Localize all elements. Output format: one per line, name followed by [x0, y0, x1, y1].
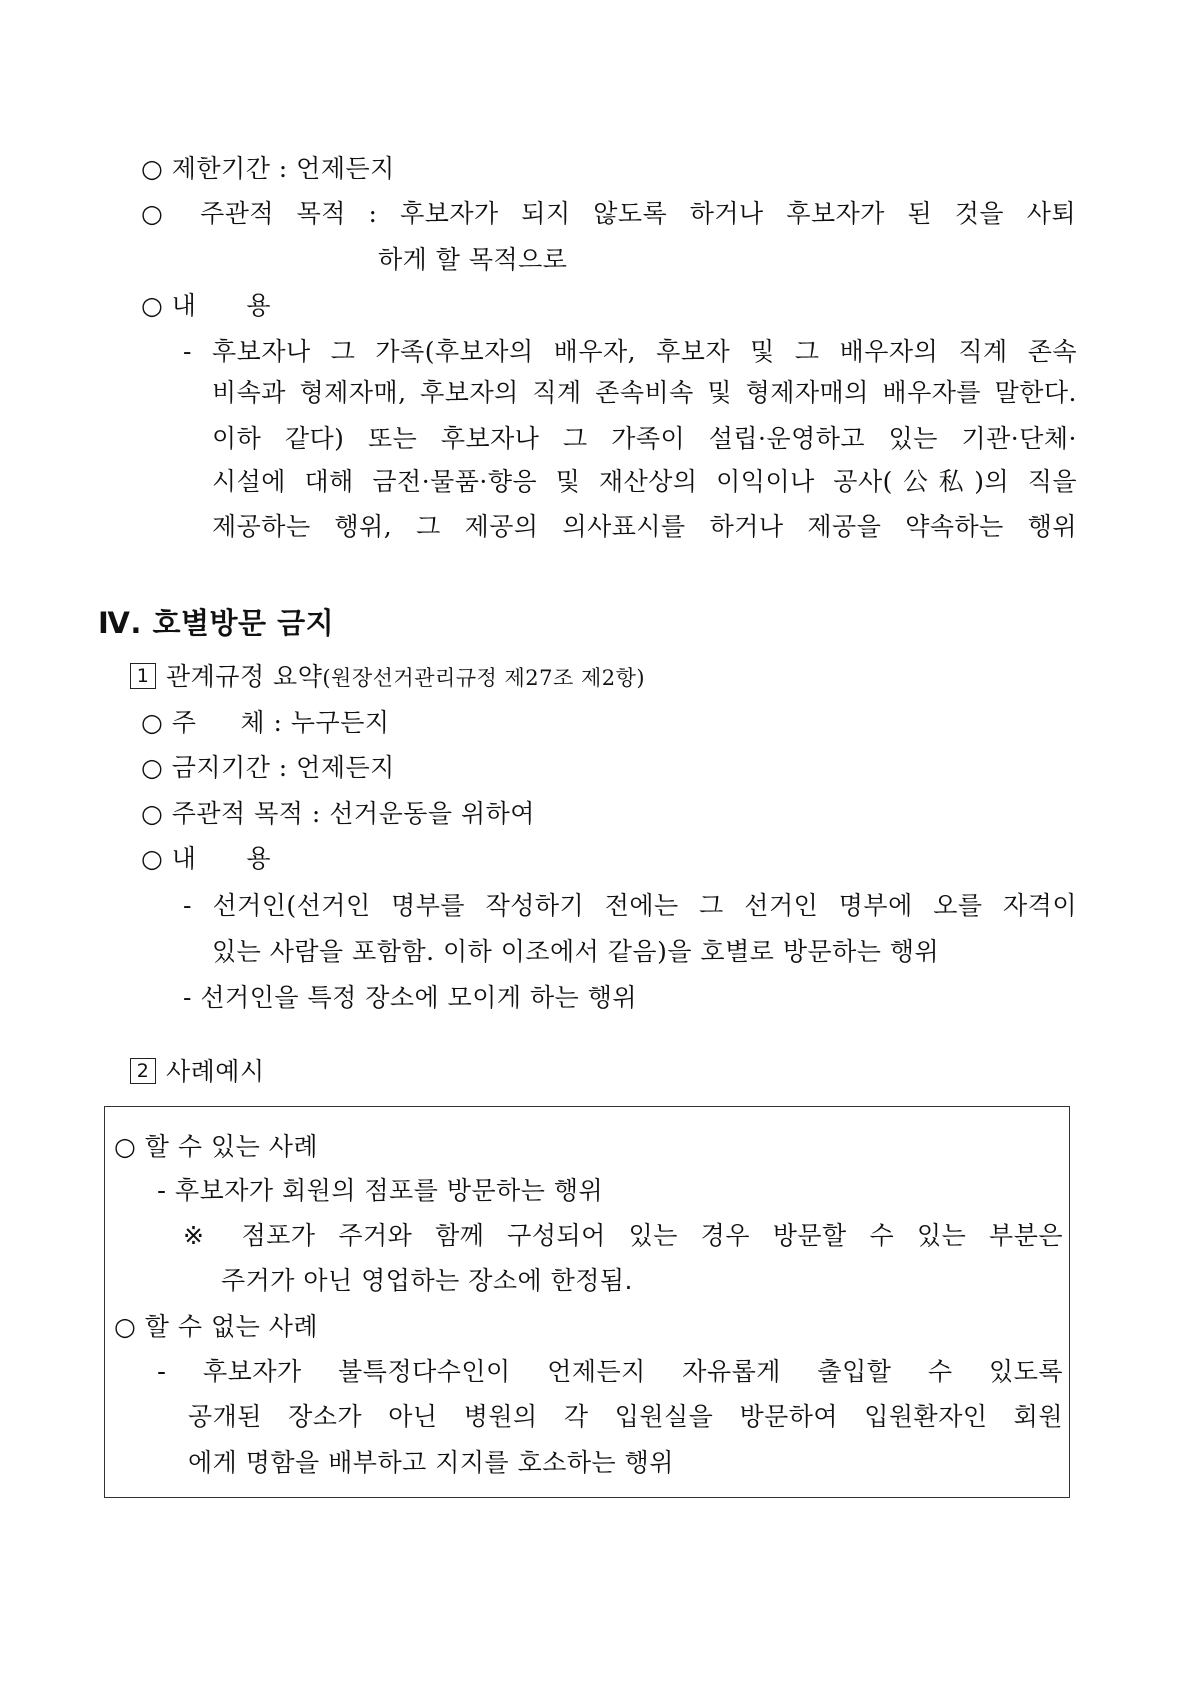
prohibition-period: ○ 금지기간 : 언제든지: [141, 753, 395, 782]
content-line: 비속과 형제자매, 후보자의 직계 존속비속 및 형제자매의 배우자를 말한다.: [212, 378, 1077, 407]
content-line: - 후보자나 그 가족(후보자의 배우자, 후보자 및 그 배우자의 직계 존속: [183, 337, 1077, 366]
examples-title: 사례예시: [166, 1057, 265, 1086]
regulation-reference: (원장선거관리규정 제27조 제2항): [322, 666, 646, 690]
content-title: [141, 842, 271, 876]
content-title-marker: ○ 내: [141, 291, 197, 320]
subjective-purpose-line2: 하게 할 목적으로: [378, 245, 568, 274]
content-line: - 선거인(선거인 명부를 작성하기 전에는 그 선거인 명부에 오를 자격이: [183, 891, 1077, 920]
subjective-purpose: ○ 주관적 목적 : 선거운동을 위하여: [141, 799, 535, 828]
examples-item-title: [130, 1055, 265, 1089]
allowed-example-item: - 후보자가 회원의 점포를 방문하는 행위: [157, 1176, 604, 1205]
content-line: 있는 사람을 포함함. 이하 이조에서 같음)을 호별로 방문하는 행위: [212, 937, 940, 966]
restriction-period: ○ 제한기간 : 언제든지: [141, 154, 395, 183]
item-number-box: 2: [130, 1058, 156, 1084]
content-title-word: 용: [246, 844, 272, 873]
summary-item-title: [130, 660, 645, 695]
examples-box: [104, 1106, 1070, 1498]
forbidden-example-line: - 후보자가 불특정다수인이 언제든지 자유롭게 출입할 수 있도록: [157, 1357, 1063, 1386]
content-line: 이하 같다) 또는 후보자나 그 가족이 설립·운영하고 있는 기관·단체·: [212, 424, 1077, 453]
forbidden-examples-title: ○ 할 수 없는 사례: [114, 1312, 319, 1341]
summary-title: 관계규정 요약: [166, 662, 323, 691]
content-line: 제공하는 행위, 그 제공의 의사표시를 하거나 제공을 약속하는 행위: [212, 512, 1077, 541]
content-line: - 선거인을 특정 장소에 모이게 하는 행위: [183, 983, 638, 1012]
item-number-box: 1: [130, 663, 156, 689]
content-title: [141, 289, 271, 323]
content-title-marker: ○ 내: [141, 844, 197, 873]
subject-line: [141, 706, 390, 740]
subjective-purpose-line1: ○ 주관적 목적 : 후보자가 되지 않도록 하거나 후보자가 된 것을 사퇴: [141, 199, 1076, 228]
subject-marker: ○ 주: [141, 708, 197, 737]
subject-value: 체 : 누구든지: [240, 708, 390, 737]
forbidden-example-line: 에게 명함을 배부하고 지지를 호소하는 행위: [188, 1448, 674, 1477]
note-line: 주거가 아닌 영업하는 장소에 한정됨.: [221, 1266, 633, 1295]
allowed-examples-title: ○ 할 수 있는 사례: [114, 1132, 319, 1161]
note-line: ※ 점포가 주거와 함께 구성되어 있는 경우 방문할 수 있는 부분은: [183, 1221, 1063, 1250]
forbidden-example-line: 공개된 장소가 아닌 병원의 각 입원실을 방문하여 입원환자인 회원: [188, 1402, 1063, 1431]
section-heading: Ⅳ. 호별방문 금지: [98, 606, 335, 640]
content-line: 시설에 대해 금전·물품·향응 및 재산상의 이익이나 공사(公私)의 직을: [212, 467, 1077, 496]
content-title-word: 용: [246, 291, 272, 320]
